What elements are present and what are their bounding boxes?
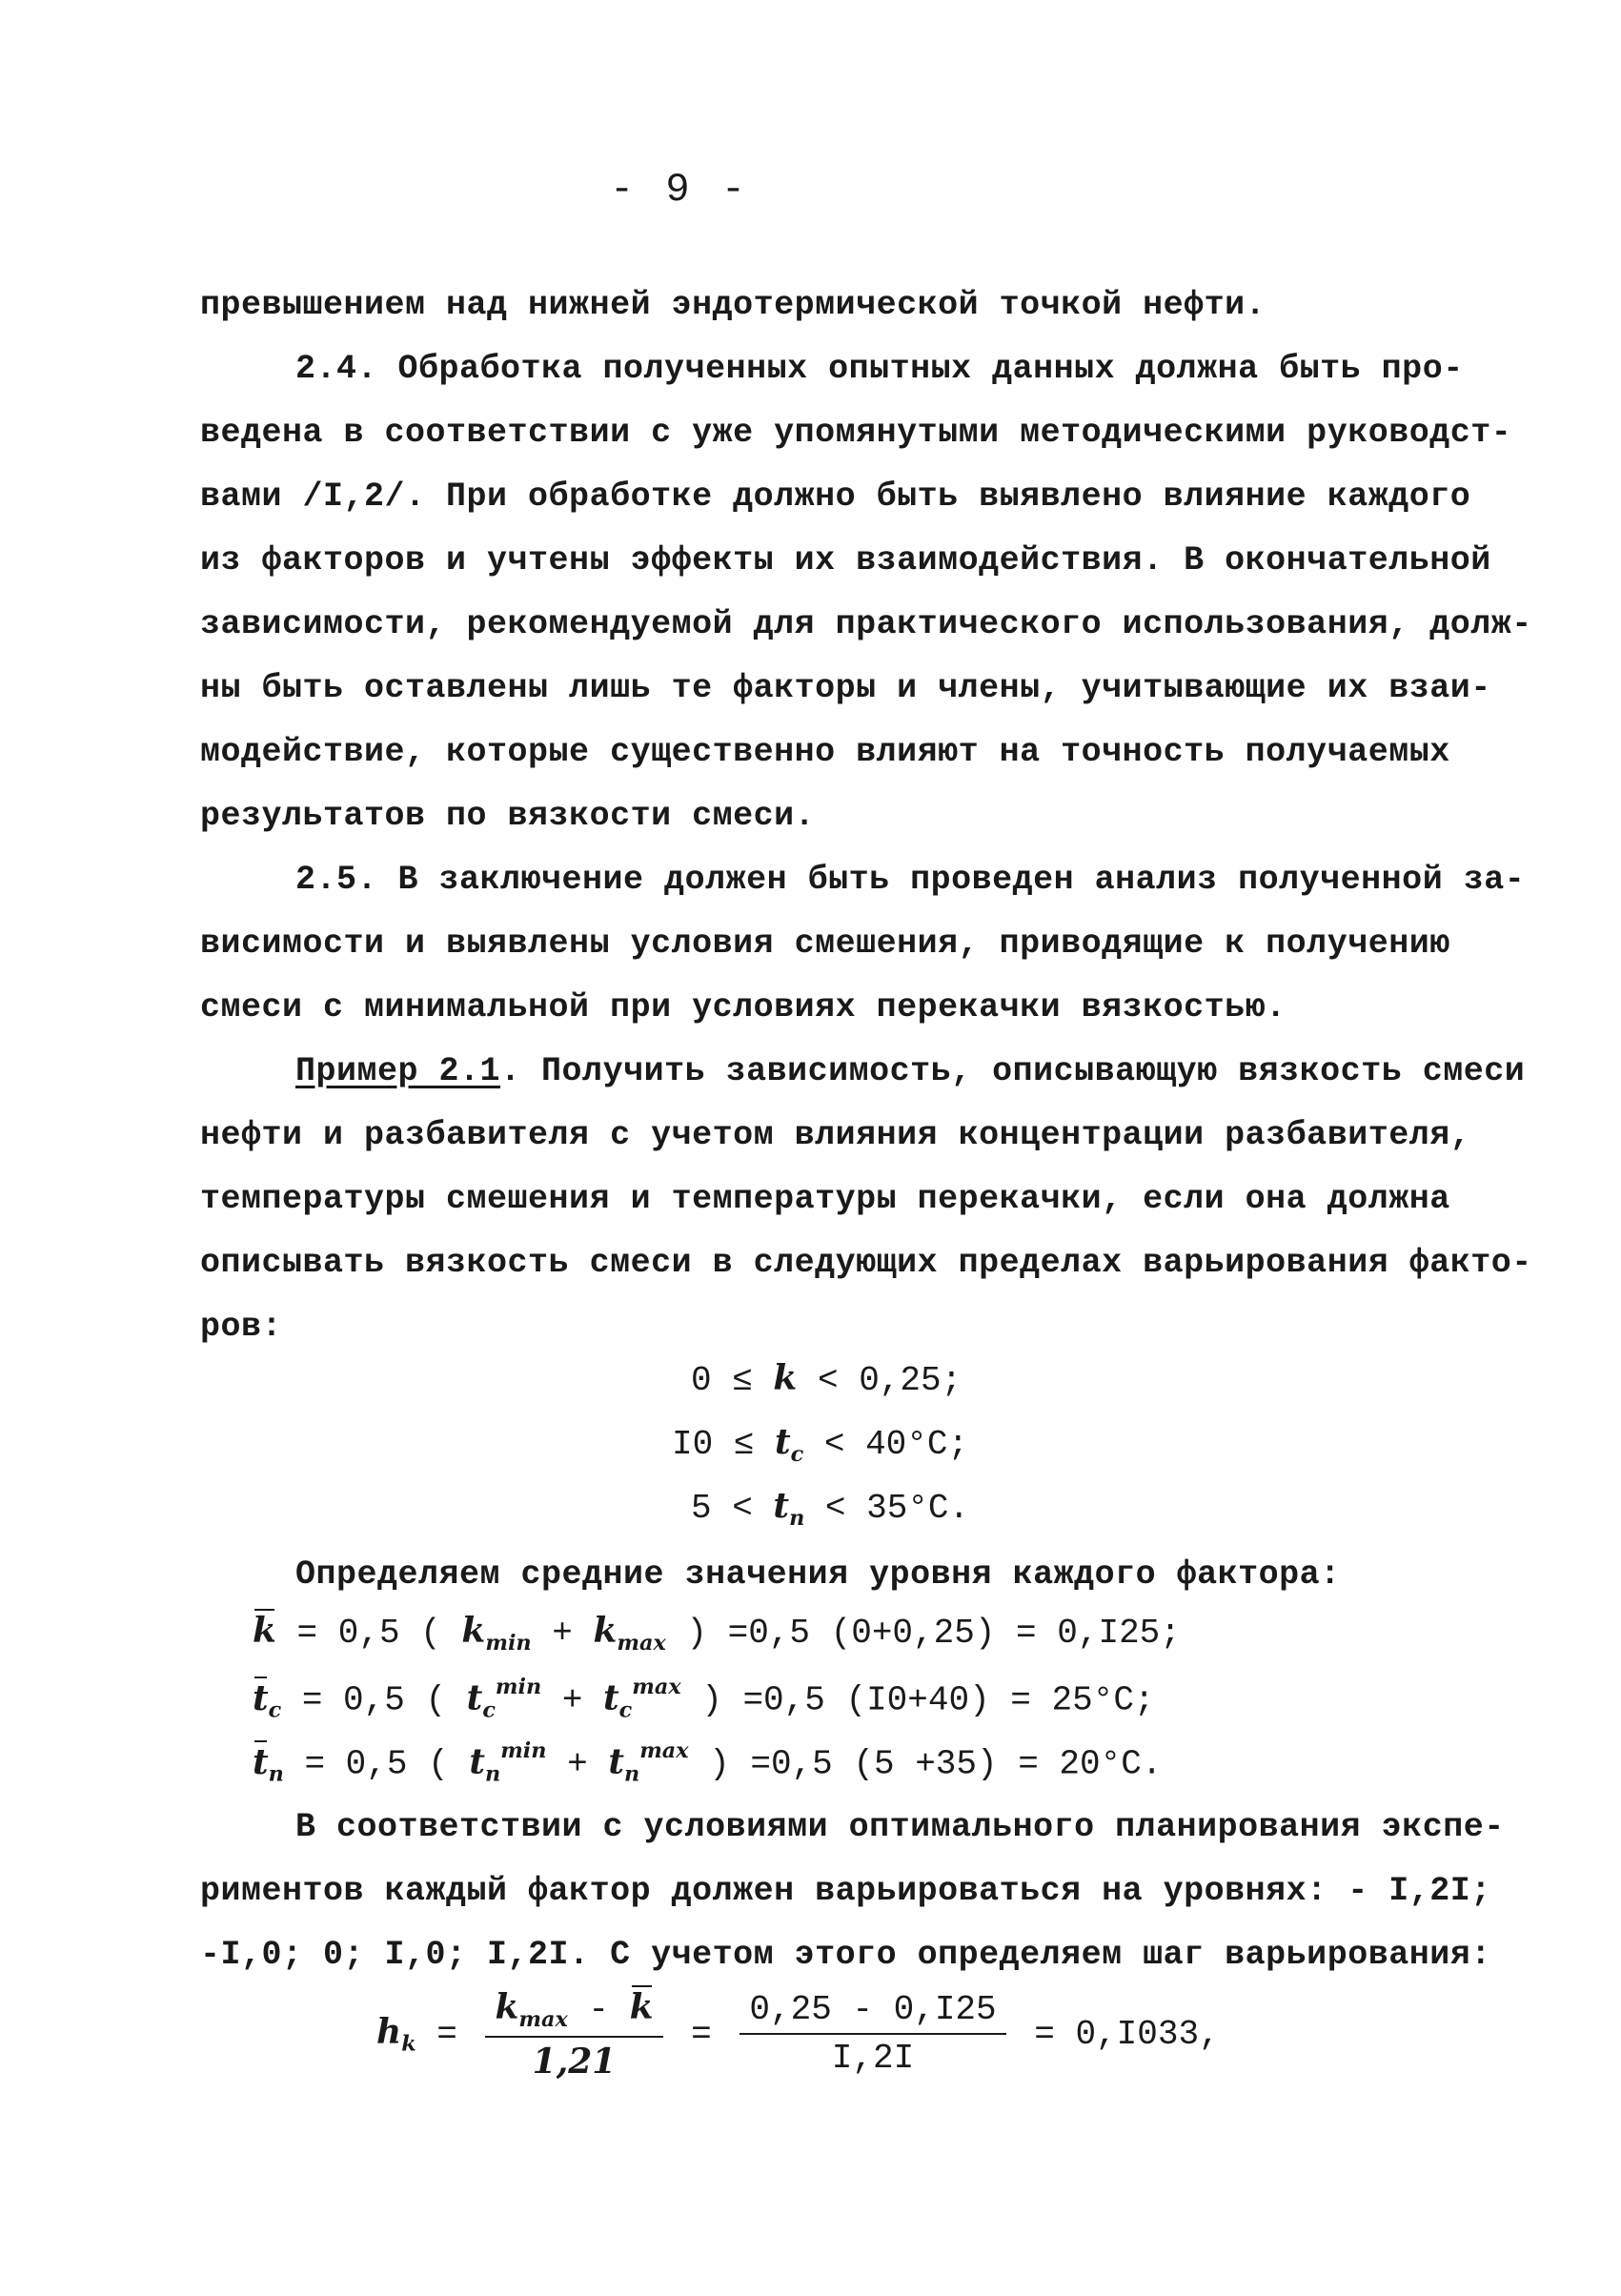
- text-line: вами /I,2/. При обработке должно быть выявлено влияние каждого: [200, 477, 1471, 516]
- text-line: 2.5. В заключение должен быть проведен анализ полученной за-: [295, 861, 1526, 899]
- text-line: В соответствии с условиями оптимального планирования экспе-: [295, 1808, 1505, 1846]
- range-tc: $I0 \le t_c < 40^\circ C$;: [672, 1422, 969, 1467]
- text-line: модействие, которые существенно влияют на точность получаемых: [200, 733, 1450, 771]
- text-line: описывать вязкость смеси в следующих пределах варьирования факто-: [200, 1244, 1532, 1282]
- text-line: -I,0; 0; I,0; I,2I. С учетом этого определяем шаг варьирования:: [200, 1936, 1491, 1974]
- text-line: висимости и выявлены условия смешения, приводящие к получению: [200, 924, 1450, 963]
- mean-tc: $t_c = 0,5$ ( $t_c^{min} + t_c^{max}$ ) =0,5 (I0+40) = 25°C;: [253, 1675, 1155, 1723]
- page-number: - 9 -: [610, 167, 750, 213]
- text-line: превышением над нижней эндотермической точкой нефти.: [200, 286, 1266, 324]
- text-line: 2.4. Обработка полученных опытных данных должна быть про-: [295, 350, 1464, 388]
- step-formula: $h_k$ = $\frac{k_{max} - k}{1,21}$ = $\frac{0,25 - 0,I25}{I,2I}$ = 0,I033,: [376, 1987, 1220, 2082]
- text-line: нефти и разбавителя с учетом влияния концентрации разбавителя,: [200, 1116, 1471, 1154]
- range-k: 0 ≤ k < 0,25;: [691, 1358, 962, 1400]
- fraction-2: $\frac{0,25 - 0,I25}{I,2I}$: [740, 1990, 1005, 2078]
- text-line: ров:: [200, 1308, 283, 1346]
- mean-tp: $t_п = 0,5$ ( $t_п^{min} + t_п^{max}$ ) =0,5 (5 +35) = 20°C.: [253, 1738, 1163, 1787]
- text-line: из факторов и учтены эффекты их взаимодействия. В окончательной: [200, 541, 1491, 579]
- text-line: ведена в соответствии с уже упомянутыми методическими руководст-: [200, 414, 1512, 452]
- example-first-line: [295, 1052, 1525, 1090]
- text-line: температуры смешения и температуры перекачки, если она должна: [200, 1180, 1450, 1218]
- mean-k: k = 0,5 ( $k_{min} + k_{max}$ ) =0,5 (0+0,25) = 0,I25;: [253, 1611, 1181, 1656]
- example-text: . Получить зависимость, описывающую вязкость смеси: [500, 1052, 1526, 1090]
- range-tp: $5 < t_п < 35^\circ C$.: [691, 1486, 970, 1531]
- text-line: результатов по вязкости смеси.: [200, 797, 816, 835]
- text-line: ны быть оставлены лишь те факторы и члены, учитывающие их взаи-: [200, 669, 1491, 707]
- fraction-1: $\frac{k_{max} - k}{1,21}$: [485, 1987, 662, 2082]
- text-line: зависимости, рекомендуемой для практического использования, долж-: [200, 605, 1532, 643]
- means-intro: Определяем средние значения уровня каждого фактора:: [295, 1555, 1341, 1594]
- text-line: риментов каждый фактор должен варьироваться на уровнях: - I,2I;: [200, 1872, 1491, 1910]
- example-label: Пример 2.1: [295, 1052, 501, 1090]
- text-line: смеси с минимальной при условиях перекачки вязкостью.: [200, 988, 1287, 1026]
